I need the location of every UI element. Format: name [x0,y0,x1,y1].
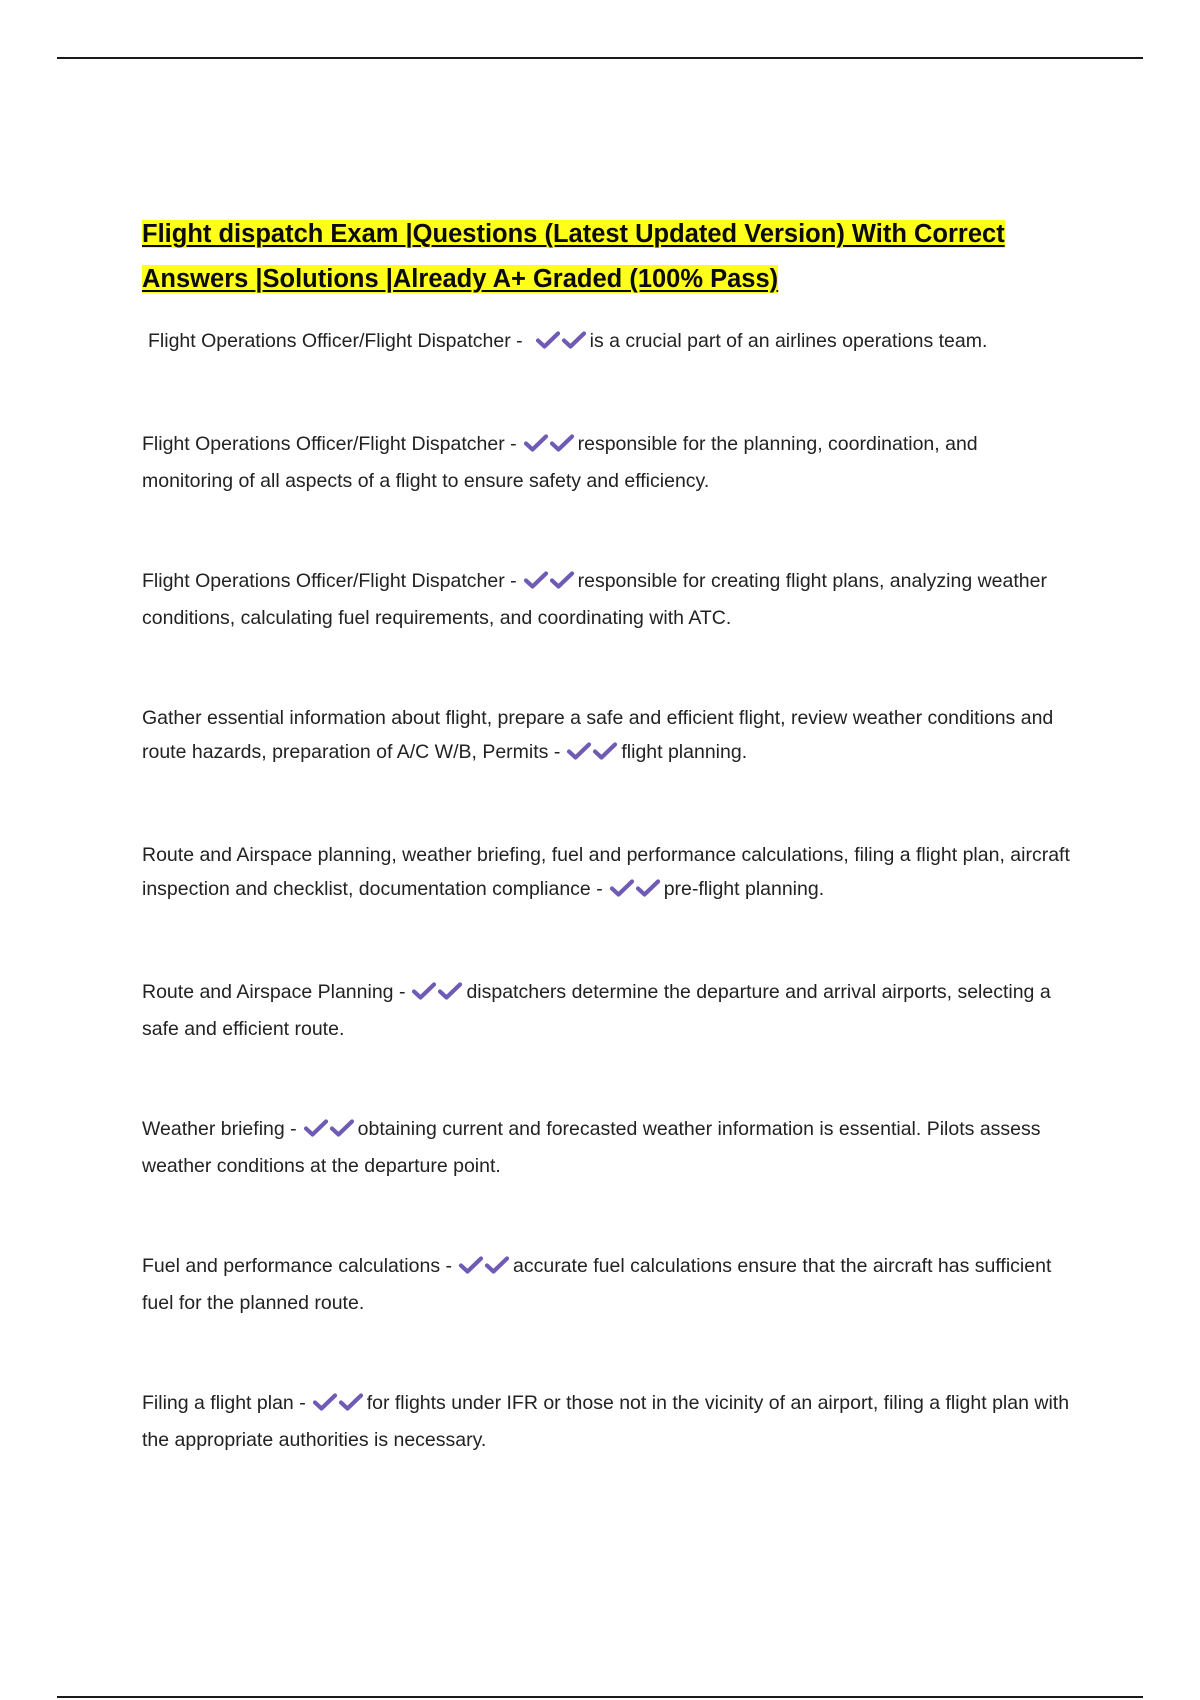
answer-marker [609,875,661,909]
qa-entry [142,838,1072,909]
check-icon [609,878,635,898]
qa-entry [142,564,1072,635]
qa-separator: - [398,981,406,1003]
check-icon [535,330,561,350]
qa-answer: obtaining current and forecasted weather information is essential. Pilots assess weather conditions at the departure point. [142,1118,1041,1177]
check-icon [484,1255,510,1275]
qa-term: Route and Airspace planning, weather briefing, fuel and performance calculations, filing a flight plan, aircraft inspection and checklist, documentation compliance [142,844,1070,900]
answer-marker [303,1115,355,1149]
qa-separator: - [596,878,603,900]
qa-term: Flight Operations Officer/Flight Dispatcher [142,433,505,455]
qa-separator: - [516,330,523,352]
qa-separator: - [510,570,517,592]
footer-rule [57,1696,1143,1698]
check-icon [549,433,575,453]
answer-marker [312,1389,364,1423]
check-icon [523,433,549,453]
document-title [142,212,1072,302]
qa-answer: dispatchers determine the departure and arrival airports, selecting a safe and efficient route. [142,981,1051,1040]
answer-marker [523,567,575,601]
answer-marker [566,738,618,772]
qa-term: Weather briefing [142,1118,285,1140]
check-icon [566,741,592,761]
qa-separator: - [290,1118,297,1140]
check-icon [437,981,463,1001]
answer-marker [458,1252,510,1286]
check-icon [635,878,661,898]
answer-marker [529,327,587,361]
qa-entry [142,975,1072,1046]
answer-marker [411,978,463,1012]
qa-term: Flight Operations Officer/Flight Dispatcher [148,330,511,352]
header-rule [57,57,1143,59]
qa-answer: responsible for creating flight plans, analyzing weather conditions, calculating fuel requirements, and coordinating with ATC. [142,570,1047,629]
qa-answer: flight planning. [621,741,748,763]
qa-term: Filing a flight plan [142,1392,294,1414]
qa-separator: - [299,1392,306,1414]
qa-term: Fuel and performance calculations [142,1255,441,1277]
qa-separator: - [553,741,561,763]
qa-term: Flight Operations Officer/Flight Dispatcher [142,570,505,592]
check-icon [592,741,618,761]
check-icon [549,570,575,590]
qa-list [142,324,1072,1457]
qa-entry [142,1112,1072,1183]
qa-answer: accurate fuel calculations ensure that the aircraft has sufficient fuel for the planned route. [142,1255,1052,1314]
document-body [142,212,1072,1523]
check-icon [561,330,587,350]
qa-entry [142,427,1072,498]
check-icon [338,1392,364,1412]
qa-answer: is a crucial part of an airlines operations team. [589,330,988,352]
qa-separator: - [510,433,517,455]
qa-separator: - [445,1255,453,1277]
check-icon [411,981,437,1001]
check-icon [458,1255,484,1275]
qa-term: Gather essential information about flight, prepare a safe and efficient flight, review weather conditions and route hazards, preparation of A/C W/B, Permits [142,707,1054,763]
check-icon [329,1118,355,1138]
qa-entry [142,1249,1072,1320]
check-icon [312,1392,338,1412]
qa-entry [142,701,1072,772]
check-icon [303,1118,329,1138]
highlighted-title-text: Flight dispatch Exam |Questions (Latest Updated Version) With Correct Answers |Solutions |Already A+ Graded (100% Pass) [142,220,1005,293]
qa-answer: pre-flight planning. [663,878,825,900]
qa-answer: for flights under IFR or those not in the vicinity of an airport, filing a flight plan with the appropriate authorities is necessary. [142,1392,1070,1451]
check-icon [523,570,549,590]
qa-entry [142,1386,1072,1457]
qa-entry [142,324,1072,361]
answer-marker [523,430,575,464]
qa-term: Route and Airspace Planning [142,981,394,1003]
qa-answer: responsible for the planning, coordination, and monitoring of all aspects of a flight to ensure safety and efficiency. [142,433,978,492]
